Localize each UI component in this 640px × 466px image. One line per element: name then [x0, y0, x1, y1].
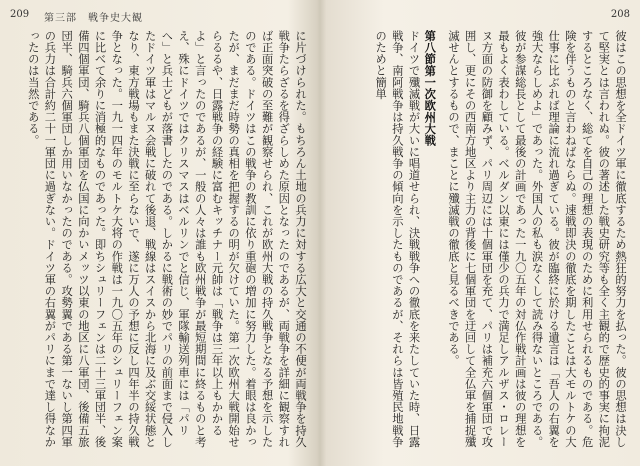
left-page-text: に片づけられた。もちろん土地の兵力に対する広大と交通の不便が両戦争を持久戦争たらざるを得ざらしめた原因となったのであるが、両戦争を詳細に観察すれば正面突破の至難が観察せられ、これが欧州大戦の持久戦争となる予想を示したのである。ドイツはこの戦争の教訓に依り重砲の増加に努力した。着眼は良かったが、まだまだ時勢の真相を把握するの明が欠けていた。第一次欧州大戦開始せらるるや、日露戦争の経験に富むキッチナー元帥は「戦争は三年以上もかかるよ」と言ったのであるが、一般の人々は誰も欧州戦争が最短期間に終るものと考え、殊にドイツではクリスマスはベルリンでと信じ、軍隊輸送列車には「パリへ」と兵士どもが落書したのである。しかるに戦術の妙でパリの前面まで侵入したドイツ軍はマルヌ会戦に破れて後退、戦線はスイスから北海に及ぶ交綏状態となり、東方戦場もまた決戦に至らないで、遂に万人の予想に反し四年半の持久戦争となった。一九一四年のモルトケ大将の作戦は一九〇五年のシュリーフェン案に比べて余りに消極的なものであった。即ちシュリーフェンは二十三軍団半、後備四個軍団、騎兵八個軍団を仏国に向かいメッツ以東の地区に八軍団、後備五旅団半、騎兵六個軍団しか用いなかったのである。攻勢翼である第一ないし第四軍の兵力は合計約二十一軍団に過ぎない。ドイツ軍の右翼がパリにまで達し得なかったのは当然である。 [26, 30, 307, 448]
section-number: 第八節 [423, 30, 438, 65]
left-page-body [8, 30, 308, 450]
left-page-number: 209 [10, 9, 30, 20]
left-page [0, 0, 318, 466]
right-page-number: 208 [610, 9, 630, 20]
paragraph-3: ドイツで殲滅戦が大いに唱道せられ、決戦戦争への徹底を来たしていた時、日露戦争、南阿戦争は持久戦争の傾向を示したものであるが、それらは皆殖民地戦争のためと簡単 [374, 30, 421, 448]
running-head: 第三部 戦争史大観 [44, 13, 143, 24]
paragraph-1: 彼はこの思想を全ドイツ軍に徹底するため熱狂的努力を払った。彼の思想は決して堅実とは言われぬ。彼の著述した戦史研究等も全く主観的で歴史的事実に拘泥するところなく、総てを自己の理想の表現のために利用せられるものである。危険を伴うものと言わねばならぬ。速戦即決の徹底を期したことは大モルトケの大仕事に比ぶれば理論に流れ過ぎている。彼が臨終に於ける遺言は「吾人の右翼を強大ならしめよ」であった。外国人の私も涙なくして読み得ないところである。 [530, 30, 627, 448]
section-title: 第一次欧州大戦 [423, 64, 438, 147]
paragraph-2: 彼が参謀総長として最後の計画であった一九〇五年の対仏作戦計画は彼の理想を最もよく表わしている。ベルダン以東には僅少の兵力で満足しアルザス・ロレーヌ方面の防御を顧みず、パリ周辺には十個軍団を充て、パリは補充六個軍団で攻囲し、更にその西南方地区より主力の背後に七個軍団を迂回して全仏軍を捕捉殲滅せんとするもので、まことに殲滅戦の徹底と見るべきである。 [446, 30, 527, 448]
right-page-body [332, 30, 628, 450]
right-page [322, 0, 640, 466]
section-heading [422, 30, 445, 450]
